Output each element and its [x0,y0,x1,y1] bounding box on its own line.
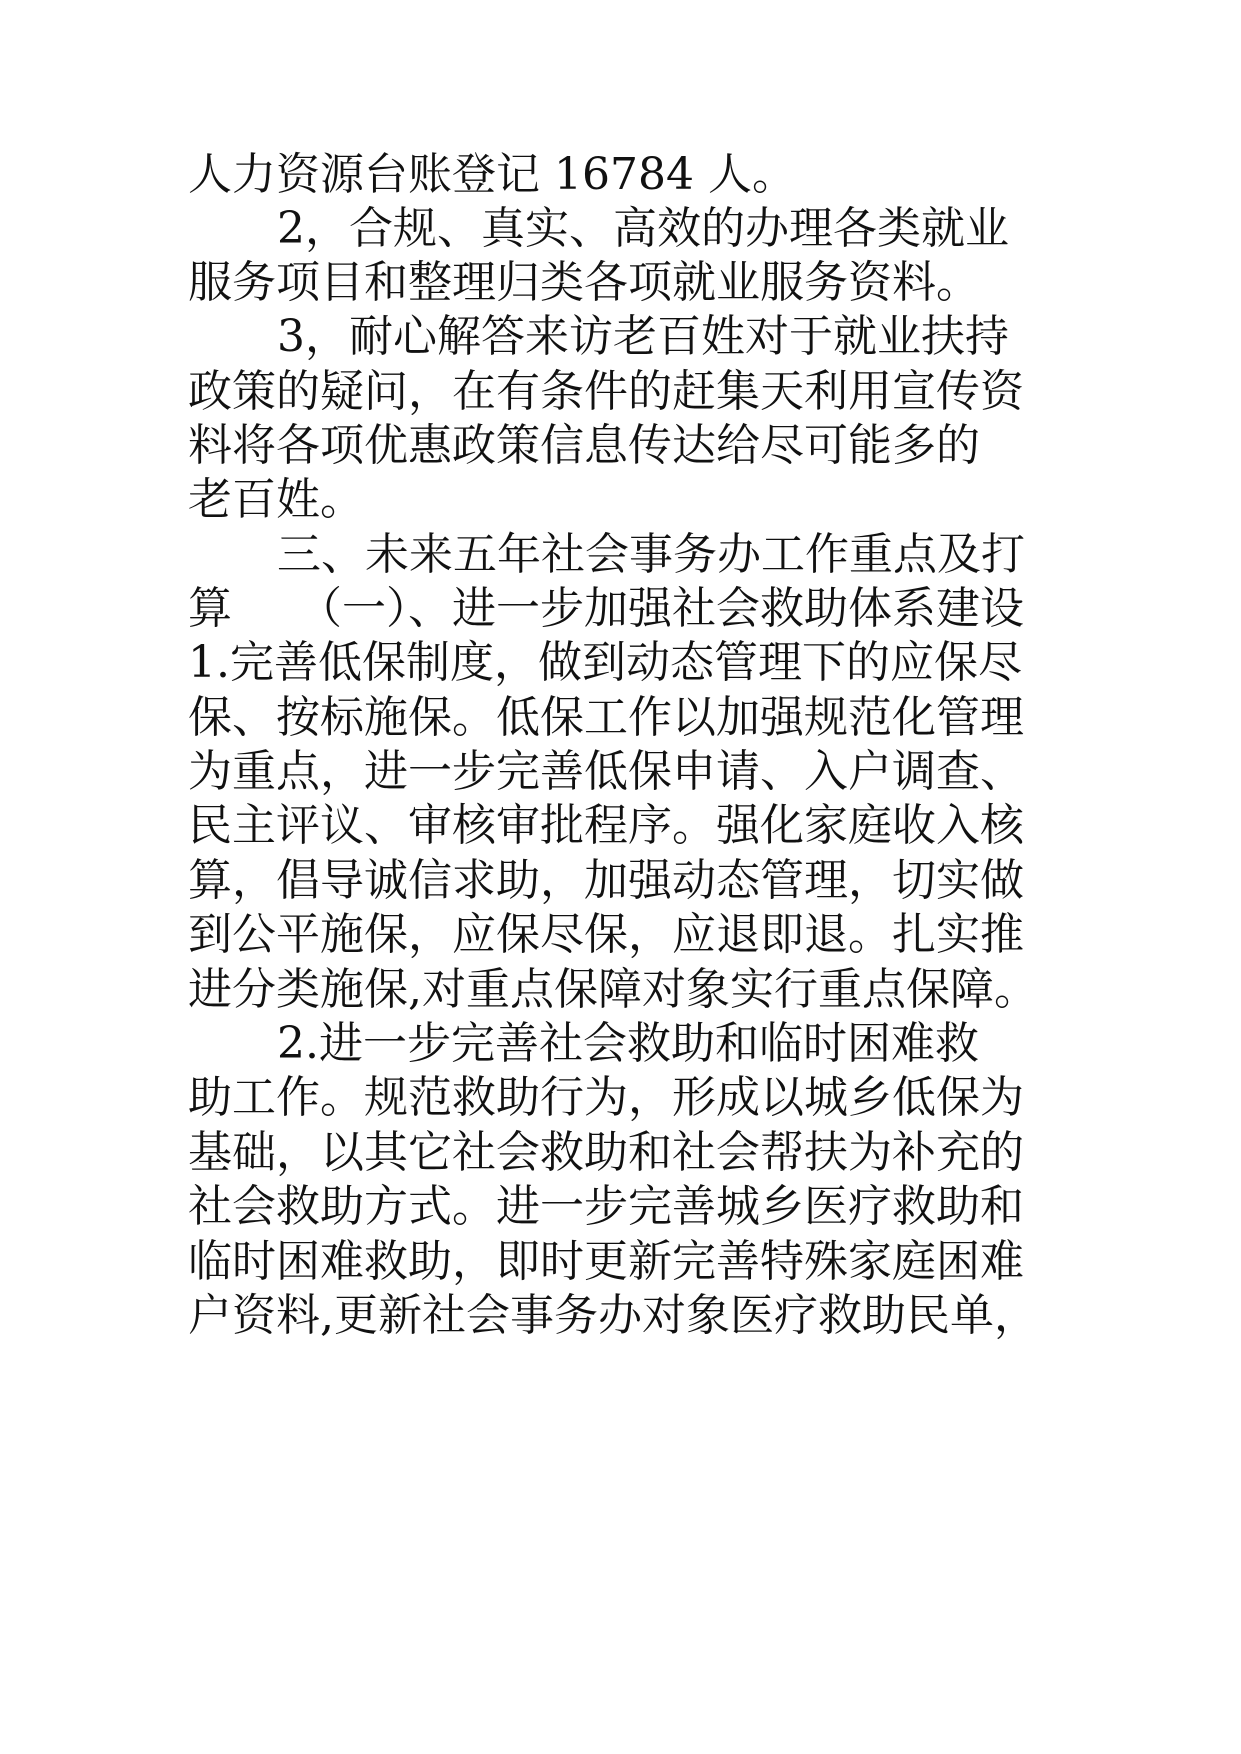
text-line: 政策的疑问，在有条件的赶集天利用宣传资 [188,366,1024,417]
text-line: 民主评议、审核审批程序。强化家庭收入核 [188,800,1024,851]
text-line: 人力资源台账登记 16784 人。 [188,149,796,200]
text-line: 算 （一）、进一步加强社会救助体系建设 [188,583,1024,634]
text-line: 算，倡导诚信求助，加强动态管理，切实做 [188,855,1024,906]
text-line: 料将各项优惠政策信息传达给尽可能多的 [188,420,980,471]
text-line: 2，合规、真实、高效的办理各类就业 [277,203,1009,254]
text-line: 临时困难救助，即时更新完善特殊家庭困难 [188,1236,1024,1287]
text-line: 为重点，进一步完善低保申请、入户调查、 [188,746,1024,797]
text-line: 老百姓。 [188,474,364,525]
text-line: 进分类施保,对重点保障对象实行重点保障。 [188,964,1038,1015]
text-line: 助工作。规范救助行为，形成以城乡低保为 [188,1072,1024,1123]
text-line: 保、按标施保。低保工作以加强规范化管理 [188,692,1024,743]
text-line: 2.进一步完善社会救助和临时困难救 [277,1018,979,1069]
text-line: 到公平施保，应保尽保，应退即退。扎实推 [188,909,1024,960]
text-line: 1.完善低保制度，做到动态管理下的应保尽 [188,637,1022,688]
text-line: 户资料,更新社会事务办对象医疗救助民单， [188,1290,1038,1341]
text-line: 社会救助方式。进一步完善城乡医疗救助和 [188,1181,1024,1232]
text-line: 3，耐心解答来访老百姓对于就业扶持 [277,311,1009,362]
text-line: 三、未来五年社会事务办工作重点及打 [277,529,1025,580]
text-line: 基础，以其它社会救助和社会帮扶为补充的 [188,1127,1024,1178]
text-line: 服务项目和整理归类各项就业服务资料。 [188,257,980,308]
